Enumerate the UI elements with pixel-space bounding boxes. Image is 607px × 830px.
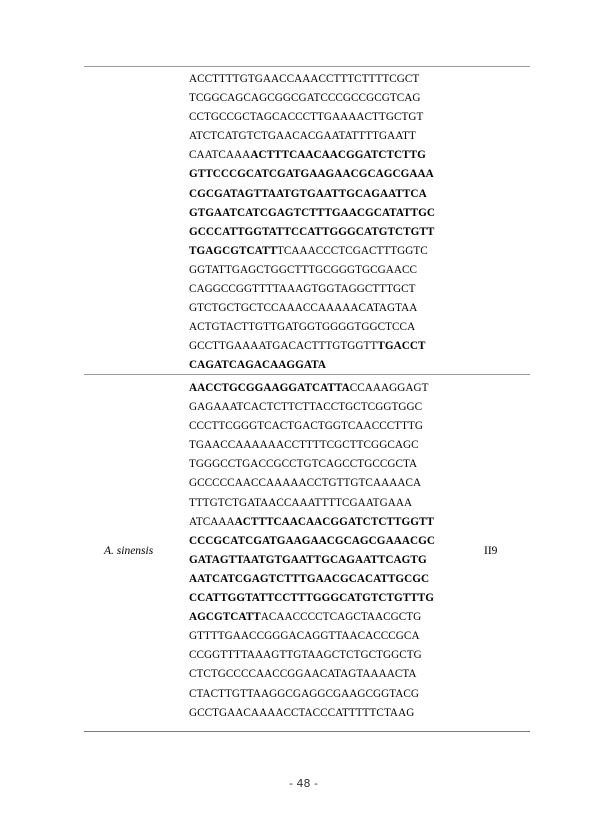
table-bottom-rule (84, 731, 530, 732)
bold-sequence-segment: GATAGTTAATGTGAATTGCAGAATTCAGTG (189, 553, 427, 566)
sequence-line (189, 108, 457, 127)
species-name: A. sinensis (104, 545, 154, 557)
sequence-line (189, 337, 457, 356)
sequence-segment: TGGGCCTGACCGCCTGTCAGCCTGCCGCTA (189, 458, 418, 471)
table-top-rule (84, 66, 530, 67)
sequence-line (189, 127, 457, 146)
sequence-line (189, 280, 457, 299)
sequence-segment: TCAAACCCTCGACTTTGGTC (277, 244, 428, 257)
bold-sequence-segment: CCCGCATCGATGAAGAACGCAGCGAAACGC (189, 534, 435, 547)
sequence-line (189, 646, 457, 665)
sequence-segment: TCGGCAGCAGCGGCGATCCCGCCGCGTCAG (189, 92, 421, 105)
isolate-code: II9 (484, 545, 498, 557)
bold-sequence-segment: GCCCATTGGTATTCCATTGGGCATGTCTGTT (189, 225, 435, 238)
sequence-line (189, 261, 457, 280)
sequence-line (189, 474, 457, 493)
sequence-line (189, 589, 457, 608)
sequence-line (189, 513, 457, 532)
sequence-segment: GCCTTGAAAATGACACTTTGTGGTT (189, 340, 378, 353)
page-number: - 48 - (289, 777, 318, 790)
sequence-line (189, 494, 457, 513)
sequence-segment: GAGAAATCACTCTTCTTACCTGCTCGGTGGC (189, 401, 423, 414)
sequence-segment: TTTGTCTGATAACCAAATTTTCGAATGAAA (189, 496, 413, 509)
sequence-line (189, 204, 457, 223)
sequence-line (189, 379, 457, 398)
bold-sequence-segment: CGCGATAGTTAATGTGAATTGCAGAATTCA (189, 187, 427, 200)
sequence-segment: CAGGCCGGTTTTAAAGTGGTAGGCTTTGCT (189, 283, 416, 296)
sequence-line (189, 70, 457, 89)
bold-sequence-segment: AACCTGCGGAAGGATCATTA (189, 382, 350, 394)
sequence-line (189, 223, 457, 242)
bold-sequence-segment: AGCGTCATT (189, 611, 261, 624)
sequence-line (189, 627, 457, 646)
sequence-segment: GGTATTGAGCTGGCTTTGCGGGTGCGAACC (189, 263, 418, 276)
sequence-line (189, 417, 457, 436)
bold-sequence-segment: AATCATCGAGTCTTTGAACGCACATTGCGC (189, 572, 430, 585)
sequence-segment: CCCTTCGGGTCACTGACTGGTCAACCCTTTG (189, 420, 424, 433)
bold-sequence-segment: ACTTTCAACAACGGATCTCTTGGTT (234, 515, 435, 528)
bold-sequence-segment: CCATTGGTATTCCTTTGGGCATGTCTGTTTG (189, 592, 435, 605)
sequence-segment: GCCCCCAACCAAAAACCTGTTGTCAAAACA (189, 477, 422, 490)
sequence-segment: CTACTTGTTAAGGCGAGGCGAAGCGGTACG (189, 687, 420, 700)
sequence-line (189, 551, 457, 570)
sequence-line (189, 608, 457, 627)
sequence-line (189, 242, 457, 261)
sequence-segment: CCGGTTTTAAAGTTGTAAGCTCTGCTGGCTG (189, 649, 422, 662)
sequence-line (189, 398, 457, 417)
sequence-line (189, 436, 457, 455)
sequence-segment: CAATCAAA (189, 149, 251, 162)
sequence-segment: ACCTTTTGTGAACCAAACCTTTCTTTTCGCT (189, 73, 420, 85)
bold-sequence-segment: ACTTTCAACAACGGATCTCTTG (250, 149, 426, 162)
sequence-segment: GTCTGCTGCTCCAAACCAAAAACATAGTAA (189, 302, 418, 315)
sequence-line (189, 318, 457, 337)
sequence-line (189, 356, 457, 375)
bold-sequence-segment: TGACCT (377, 340, 426, 353)
sequence-segment: CCAAAGGAGT (349, 382, 429, 394)
sequence-block-1 (189, 70, 457, 376)
sequence-segment: ATCAAA (189, 515, 235, 528)
sequence-line (189, 665, 457, 684)
sequence-line (189, 165, 457, 184)
sequence-line (189, 89, 457, 108)
sequence-line (189, 704, 457, 723)
sequence-line (189, 146, 457, 165)
sequence-block-2 (189, 379, 457, 723)
sequence-segment: ACTGTACTTGTTGATGGTGGGGTGGCTCCA (189, 321, 416, 334)
sequence-segment: ACAACCCCTCAGCTAACGCTG (260, 611, 422, 624)
sequence-line (189, 685, 457, 704)
sequence-line (189, 455, 457, 474)
bold-sequence-segment: GTGAATCATCGAGTCTTTGAACGCATATTGC (189, 206, 436, 219)
bold-sequence-segment: GTTCCCGCATCGATGAAGAACGCAGCGAAA (189, 168, 434, 181)
bold-sequence-segment: TGAGCGTCATT (189, 244, 277, 257)
sequence-line (189, 299, 457, 318)
sequence-segment: CCTGCCGCTAGCACCCTTGAAAACTTGCTGT (189, 111, 424, 124)
sequence-segment: GTTTTGAACCGGGACAGGTTAACACCCGCA (189, 630, 420, 643)
sequence-line (189, 185, 457, 204)
sequence-line (189, 570, 457, 589)
sequence-segment: TGAACCAAAAAACCTTTTCGCTTCGGCAGC (189, 439, 419, 452)
bold-sequence-segment: CAGATCAGACAAGGATA (189, 359, 326, 372)
sequence-segment: ATCTCATGTCTGAACACGAATATTTTGAATT (189, 130, 416, 143)
sequence-line (189, 532, 457, 551)
sequence-segment: GCCTGAACAAAACCTACCCATTTTTCTAAG (189, 706, 415, 719)
sequence-segment: CTCTGCCCCAACCGGAACATAGTAAAACTA (189, 668, 417, 681)
